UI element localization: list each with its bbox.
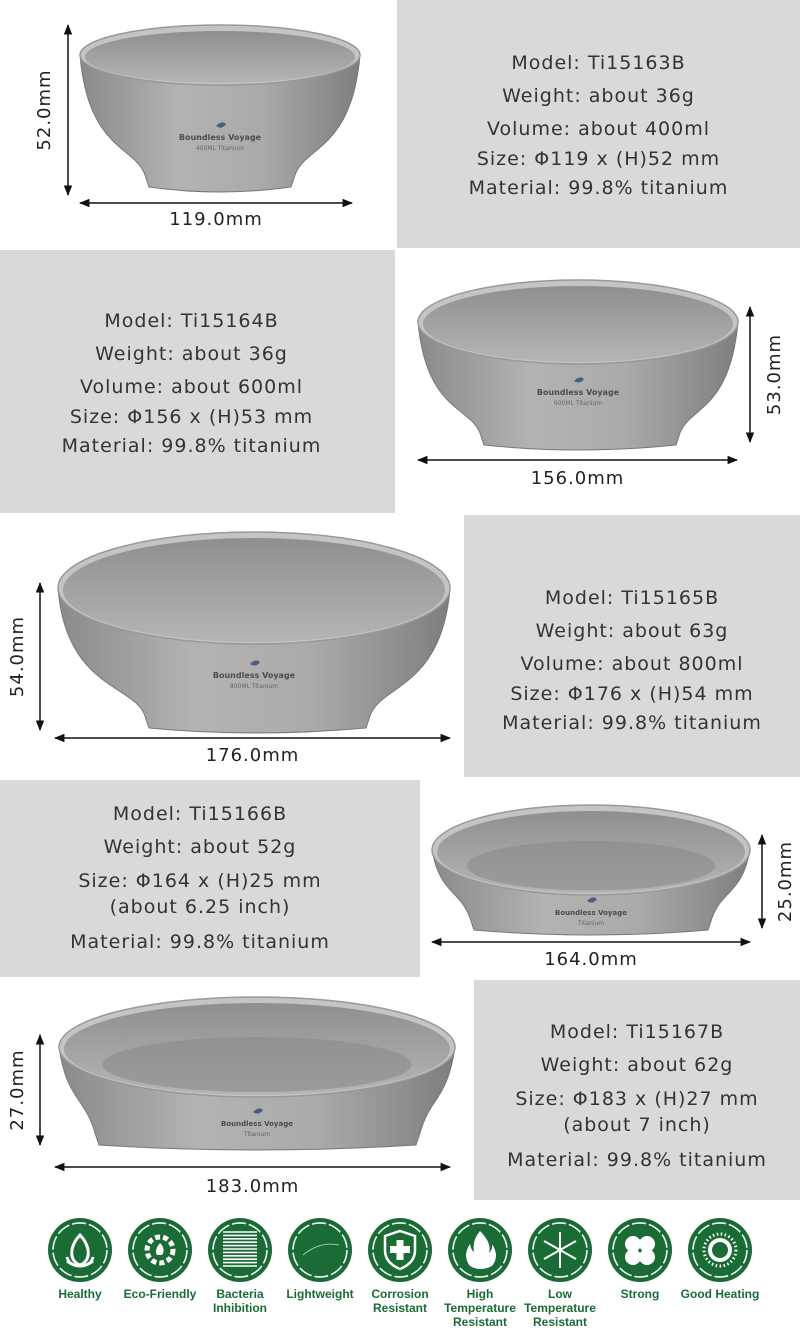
weight: Weight: about 63g: [535, 620, 729, 642]
weight: Weight: about 36g: [502, 85, 695, 107]
feature-label: Good Heating: [680, 1287, 760, 1301]
brand-engraving: Boundless Voyage: [555, 909, 627, 917]
flame-icon: [447, 1217, 513, 1283]
width-label: 164.0mm: [544, 949, 638, 970]
bowl-2: [418, 280, 738, 450]
model: Model: Ti15166B: [112, 803, 288, 825]
engraving-text: Titanium: [577, 920, 605, 927]
width-label: 183.0mm: [205, 1176, 300, 1197]
brand-engraving: Boundless Voyage: [212, 671, 296, 680]
gear-flame-icon: [127, 1217, 193, 1283]
weight: Weight: about 62g: [540, 1053, 734, 1076]
material: Material: 99.8% titanium: [61, 434, 322, 457]
feature-label: Healthy: [58, 1287, 102, 1301]
size: Size: Φ183 x (H)27 mm: [515, 1087, 759, 1110]
brand-engraving: Boundless Voyage: [221, 1120, 293, 1128]
sun-icon: [687, 1217, 753, 1283]
size-inch: (about 6.25 inch): [109, 896, 291, 918]
feature-label: High Temperature Resistant: [444, 1287, 516, 1329]
snowflake-icon: [527, 1217, 593, 1283]
brand-engraving: Boundless Voyage: [178, 133, 262, 142]
volume: Volume: about 400ml: [486, 118, 711, 140]
shield-cross-icon: [367, 1217, 433, 1283]
model: Model: Ti15164B: [104, 309, 279, 332]
width-label: 176.0mm: [205, 745, 300, 766]
size: Size: Φ164 x (H)25 mm: [78, 870, 322, 892]
height-label: 54.0mm: [7, 615, 28, 698]
weight: Weight: about 36g: [95, 342, 288, 365]
feature-label: Bacteria Inhibition: [213, 1287, 267, 1315]
feature-corrosion-resistant: [360, 1203, 440, 1333]
material: Material: 99.8% titanium: [507, 1148, 767, 1171]
material: Material: 99.8% titanium: [502, 712, 762, 734]
width-label: 156.0mm: [530, 468, 625, 489]
feature-eco-friendly: [120, 1203, 200, 1333]
feature-low-temperature-resistant: [520, 1203, 600, 1333]
feature-label: Strong: [620, 1287, 660, 1301]
feather-icon: [287, 1217, 353, 1283]
bowl-5: [59, 997, 455, 1150]
feature-lightweight: [280, 1203, 360, 1333]
size: Size: Φ119 x (H)52 mm: [476, 148, 721, 170]
bowl-4: [432, 805, 750, 935]
width-label: 119.0mm: [169, 209, 263, 230]
weight: Weight: about 52g: [103, 836, 297, 858]
model: Model: Ti15167B: [549, 1020, 725, 1043]
feature-label: Eco-Friendly: [123, 1287, 197, 1301]
height-label: 52.0mm: [34, 69, 55, 151]
model: Model: Ti15163B: [511, 52, 686, 74]
engraving-text: 600ML Titanium: [553, 400, 603, 407]
engraving-text: 800ML Titanium: [229, 683, 279, 690]
feature-high-temperature-resistant: [440, 1203, 520, 1333]
height-label: 25.0mm: [775, 840, 796, 923]
size: Size: Φ156 x (H)53 mm: [69, 405, 314, 428]
volume: Volume: about 600ml: [79, 375, 304, 398]
bowl-3: [58, 532, 450, 733]
bacteria-lines-icon: [207, 1217, 273, 1283]
feature-healthy: [40, 1203, 120, 1333]
volume: Volume: about 800ml: [520, 653, 744, 675]
size: Size: Φ176 x (H)54 mm: [510, 683, 754, 705]
feature-label: Low Temperature Resistant: [524, 1287, 596, 1329]
engraving-text: 400ML Titanium: [195, 145, 245, 152]
feature-icons-row: [0, 1203, 800, 1333]
engraving-text: Titanium: [243, 1131, 271, 1138]
size-inch: (about 7 inch): [563, 1113, 711, 1136]
height-label: 53.0mm: [764, 333, 785, 416]
brand-engraving: Boundless Voyage: [536, 388, 620, 397]
molecule-icon: [607, 1217, 673, 1283]
height-label: 27.0mm: [7, 1049, 28, 1131]
bowl-1: [80, 25, 360, 192]
feature-label: Lightweight: [286, 1287, 354, 1301]
feature-good-heating: [680, 1203, 760, 1333]
model: Model: Ti15165B: [544, 587, 720, 609]
feature-strong: [600, 1203, 680, 1333]
feature-label: Corrosion Resistant: [371, 1287, 429, 1315]
material: Material: 99.8% titanium: [70, 931, 330, 953]
triquetra-icon: [47, 1217, 113, 1283]
feature-bacteria-inhibition: [200, 1203, 280, 1333]
material: Material: 99.8% titanium: [468, 177, 729, 199]
